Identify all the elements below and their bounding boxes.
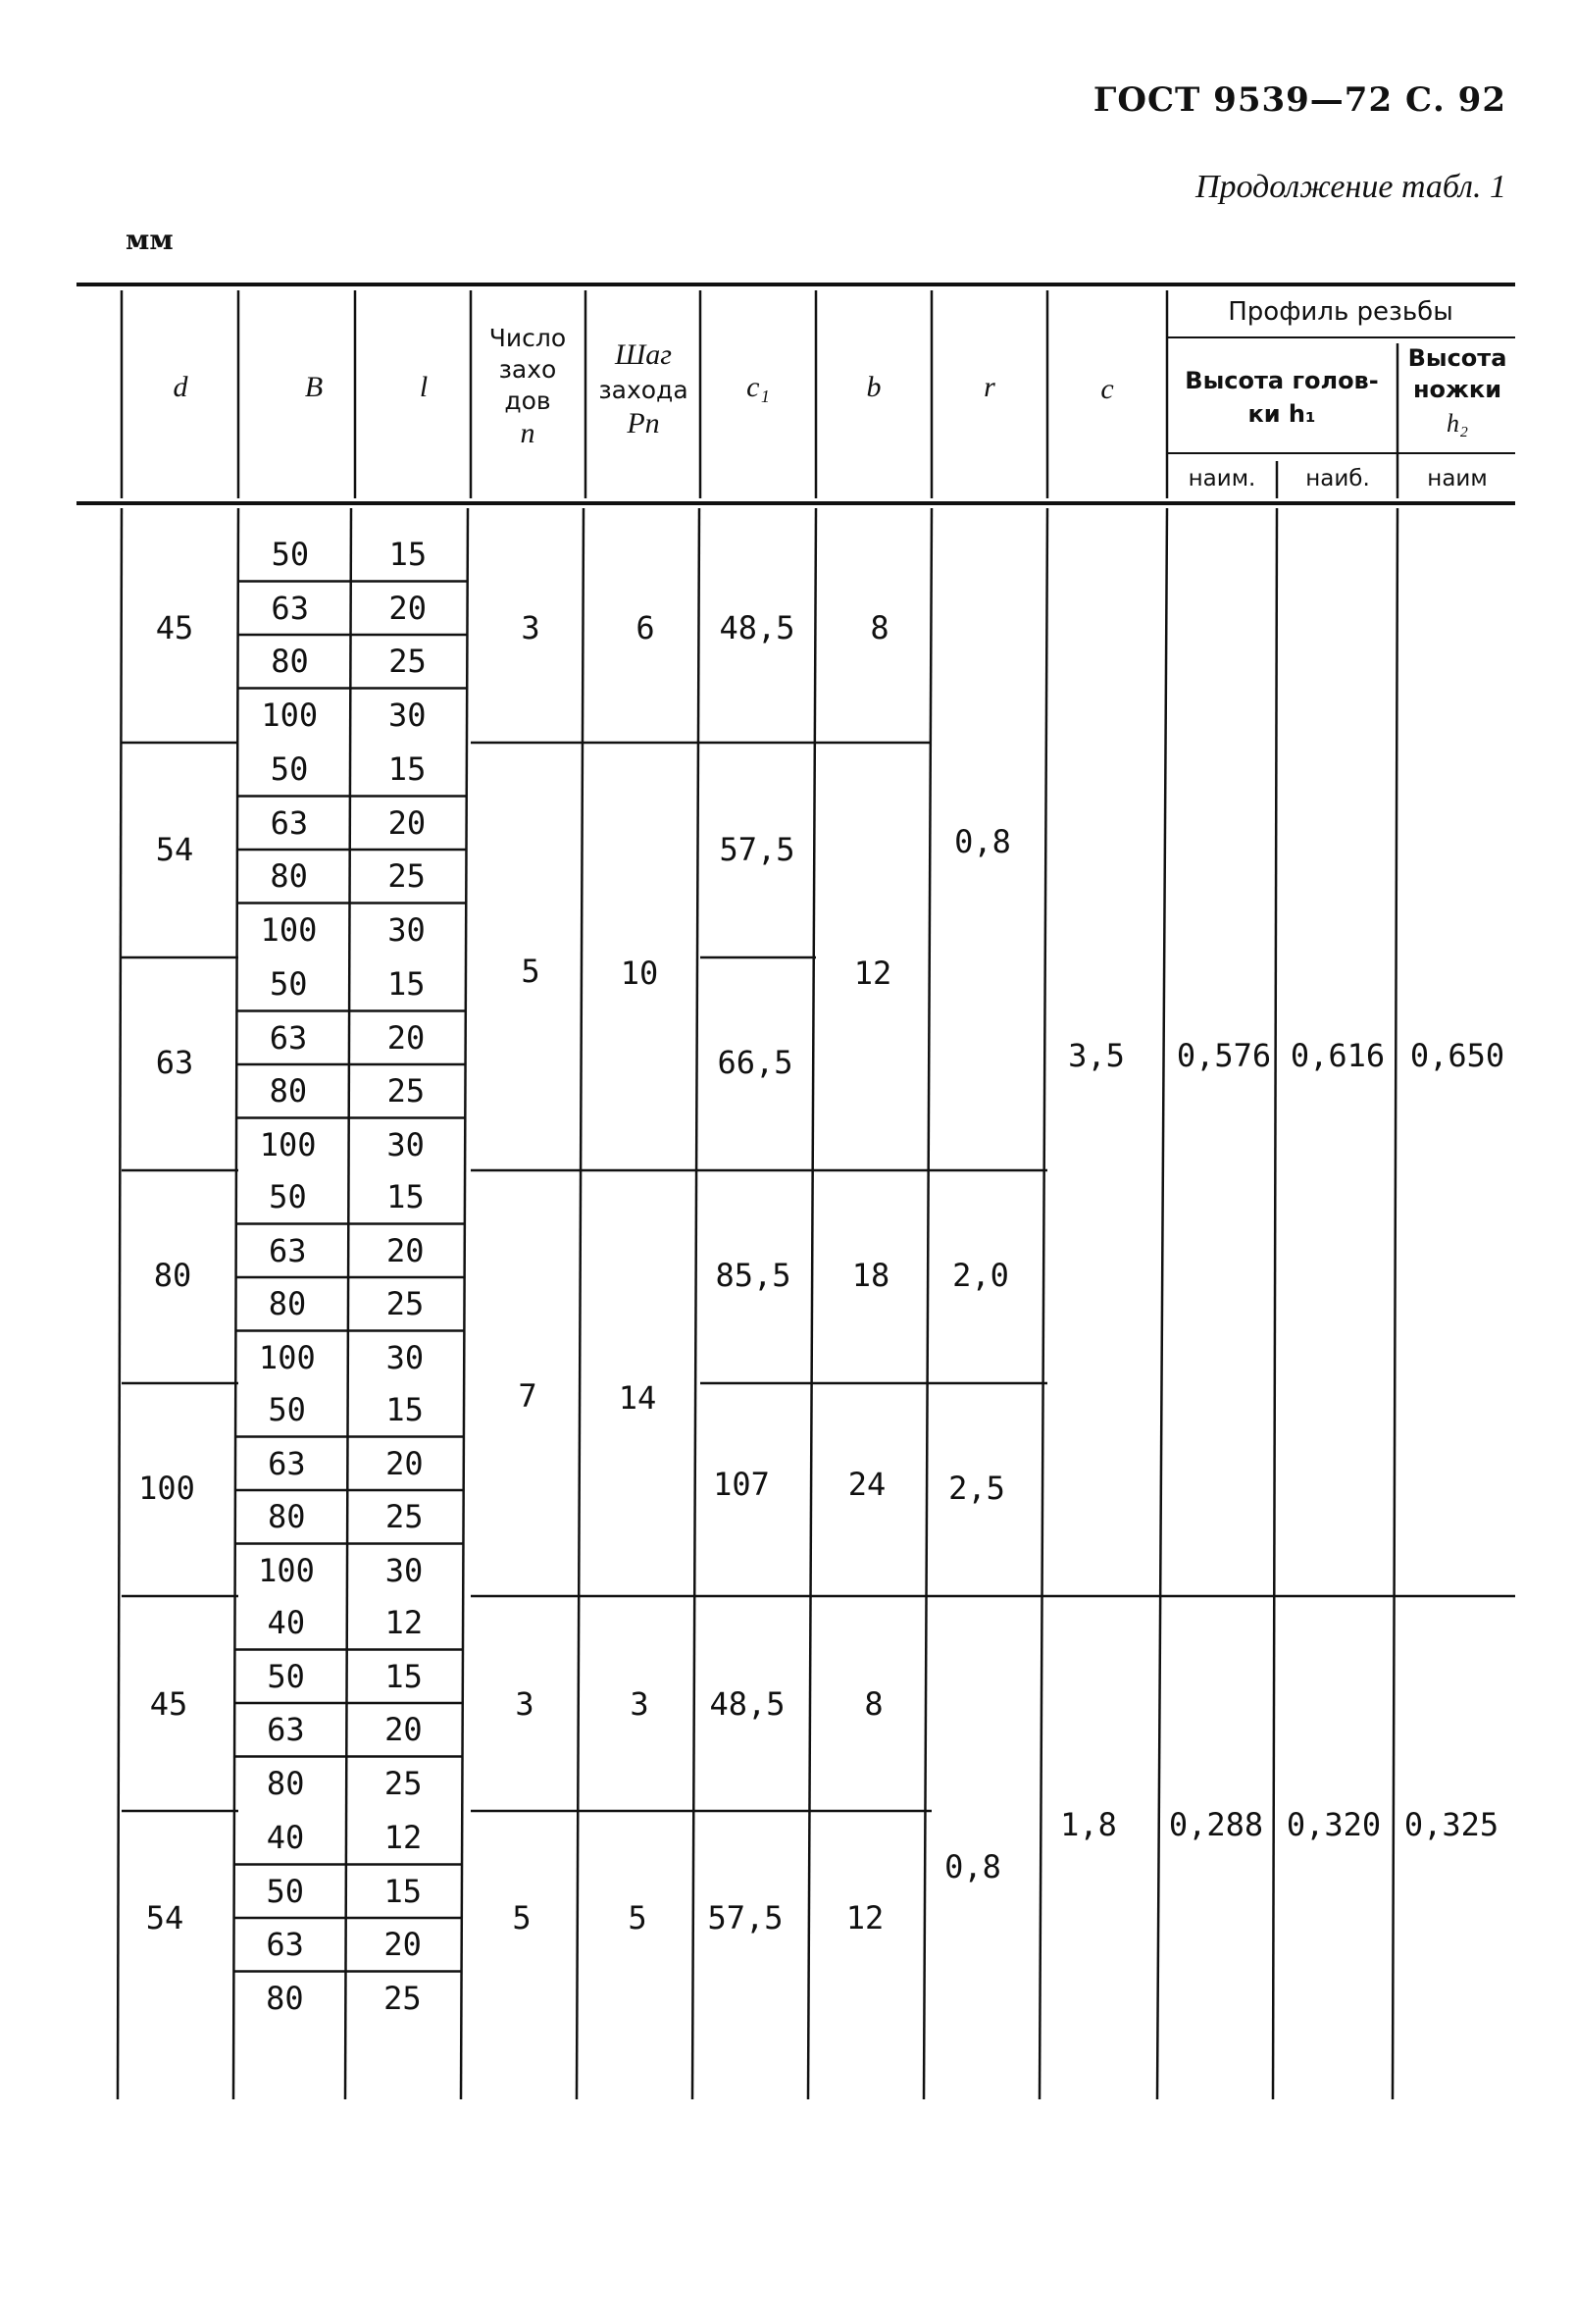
cell-c: 3,5 xyxy=(1068,1037,1125,1074)
vline-2b xyxy=(345,508,351,2099)
cell-b: 12 xyxy=(845,1899,885,1937)
cell-c1: 66,5 xyxy=(717,1044,793,1081)
col-header-n-symbol: n xyxy=(520,417,535,449)
cell-l: 20 xyxy=(387,803,427,842)
vline-4b xyxy=(577,508,584,2099)
cell-B: 80 xyxy=(270,857,308,896)
cell-l: 25 xyxy=(387,857,426,896)
vline-5b xyxy=(692,508,699,2099)
col-header-n-line3: дов xyxy=(504,387,551,415)
vline-11b xyxy=(1393,508,1397,2099)
cell-Pn: 10 xyxy=(620,955,659,992)
vline-1b xyxy=(233,508,238,2099)
cell-B: 63 xyxy=(269,1018,308,1057)
standard-number: ГОСТ 9539—72 С. 92 xyxy=(1092,80,1506,120)
cell-l: 20 xyxy=(385,1231,425,1269)
cell-B: 100 xyxy=(259,1125,317,1163)
cell-n: 3 xyxy=(515,1685,534,1723)
cell-l: 30 xyxy=(388,696,427,734)
col-header-d: d xyxy=(173,371,188,403)
cell-Pn: 5 xyxy=(628,1899,647,1937)
cell-b: 8 xyxy=(870,609,889,646)
cell-B: 80 xyxy=(271,643,309,681)
vline-0b xyxy=(118,508,122,2099)
cell-B: 100 xyxy=(261,696,319,734)
cell-d: 45 xyxy=(155,609,194,646)
cell-l: 25 xyxy=(383,1764,423,1802)
vline-10b xyxy=(1273,508,1277,2099)
col-header-r: r xyxy=(984,371,995,403)
cell-B: 80 xyxy=(267,1498,306,1536)
vline-9b xyxy=(1157,508,1167,2099)
cell-l: 15 xyxy=(384,1657,423,1695)
cell-l: 15 xyxy=(388,536,428,574)
cell-B: 50 xyxy=(271,536,310,574)
vline-6b xyxy=(808,508,816,2099)
cell-l: 25 xyxy=(383,1979,422,2017)
cell-l: 30 xyxy=(384,1551,424,1589)
col-header-b: b xyxy=(866,371,882,403)
cell-l: 25 xyxy=(386,1072,426,1110)
cell-B: 50 xyxy=(269,1178,307,1216)
cell-l: 20 xyxy=(388,589,427,627)
col-header-c1: c₁ xyxy=(746,371,770,403)
cell-n: 3 xyxy=(521,609,540,646)
cell-l: 30 xyxy=(386,1125,425,1163)
cell-B: 50 xyxy=(266,1872,305,1910)
cell-Pn: 3 xyxy=(630,1685,649,1723)
cell-d: 54 xyxy=(145,1899,184,1937)
cell-r: 0,8 xyxy=(954,823,1011,860)
cell-h1-max: 0,320 xyxy=(1286,1806,1382,1843)
cell-B: 80 xyxy=(266,1979,304,2017)
cell-c: 1,8 xyxy=(1060,1806,1117,1843)
cell-l: 30 xyxy=(385,1338,425,1376)
cell-c1: 85,5 xyxy=(715,1257,791,1294)
cell-b: 24 xyxy=(847,1466,887,1503)
cell-n: 5 xyxy=(521,953,540,990)
col-header-h2-symbol: h₂ xyxy=(1446,409,1469,438)
cell-l: 25 xyxy=(388,643,427,681)
col-header-h2-line1: Высота xyxy=(1407,344,1507,372)
vline-3b xyxy=(461,508,468,2099)
cell-B: 40 xyxy=(266,1819,305,1857)
cell-l: 20 xyxy=(384,1711,423,1749)
col-header-Pn-symbol: Pn xyxy=(627,407,660,439)
cell-r: 2,0 xyxy=(952,1257,1009,1294)
cell-h1-max: 0,616 xyxy=(1290,1037,1386,1074)
cell-B: 63 xyxy=(266,1926,304,1964)
table-continuation-caption: Продолжение табл. 1 xyxy=(1194,169,1506,205)
cell-c1: 107 xyxy=(713,1466,770,1503)
cell-B: 63 xyxy=(270,803,309,842)
cell-r: 0,8 xyxy=(944,1848,1001,1885)
col-header-h2-line2: ножки xyxy=(1412,376,1502,403)
col-header-h1-min: наим. xyxy=(1188,466,1256,491)
cell-B: 80 xyxy=(266,1764,305,1802)
cell-B: 63 xyxy=(271,589,309,627)
cell-B: 50 xyxy=(270,750,309,789)
col-header-c: c xyxy=(1100,373,1114,405)
col-header-Pn-line2: захода xyxy=(598,376,688,404)
cell-d: 80 xyxy=(153,1257,192,1294)
cell-Pn: 14 xyxy=(618,1379,657,1417)
cell-l: 15 xyxy=(387,750,427,789)
col-header-Pn-line1: Шаг xyxy=(615,338,672,371)
cell-l: 20 xyxy=(386,1018,426,1057)
cell-l: 12 xyxy=(383,1819,423,1857)
cell-c1: 48,5 xyxy=(709,1685,786,1723)
vline-7b xyxy=(924,508,932,2099)
cell-h1-min: 0,576 xyxy=(1176,1037,1272,1074)
cell-B: 50 xyxy=(268,1391,306,1429)
cell-b: 12 xyxy=(853,955,892,992)
cell-l: 12 xyxy=(384,1604,424,1642)
cell-r: 2,5 xyxy=(948,1470,1005,1507)
cell-l: 25 xyxy=(384,1498,424,1536)
cell-l: 15 xyxy=(386,965,426,1004)
col-header-h1-line1: Высота голов- xyxy=(1185,367,1379,394)
cell-b: 18 xyxy=(851,1257,890,1294)
cell-l: 30 xyxy=(387,910,426,949)
cell-l: 25 xyxy=(385,1285,425,1323)
cell-c1: 57,5 xyxy=(719,831,795,868)
cell-B: 50 xyxy=(267,1657,305,1695)
cell-l: 20 xyxy=(383,1926,422,1964)
cell-B: 40 xyxy=(267,1604,306,1642)
col-header-profile: Профиль резьбы xyxy=(1228,297,1453,327)
cell-d: 63 xyxy=(155,1044,194,1081)
cell-l: 15 xyxy=(385,1391,424,1429)
cell-B: 63 xyxy=(268,1444,306,1482)
cell-B: 80 xyxy=(269,1072,308,1110)
cell-c1: 48,5 xyxy=(719,609,795,646)
cell-B: 63 xyxy=(267,1711,305,1749)
cell-d: 100 xyxy=(138,1470,195,1507)
cell-d: 45 xyxy=(149,1685,188,1723)
cell-n: 7 xyxy=(518,1377,537,1415)
cell-B: 63 xyxy=(268,1231,307,1269)
cell-c1: 57,5 xyxy=(707,1899,784,1937)
col-header-h2-min: наим xyxy=(1427,466,1488,491)
vline-8b xyxy=(1040,508,1047,2099)
col-header-n-line2: захо xyxy=(498,355,557,384)
cell-h2-min: 0,325 xyxy=(1403,1806,1499,1843)
col-header-B: B xyxy=(304,371,324,403)
cell-B: 80 xyxy=(268,1285,307,1323)
cell-h1-min: 0,288 xyxy=(1168,1806,1264,1843)
cell-l: 15 xyxy=(386,1178,425,1216)
cell-B: 100 xyxy=(258,1551,315,1589)
cell-Pn: 6 xyxy=(635,609,655,646)
col-header-h1-line2: ки h₁ xyxy=(1247,400,1316,428)
cell-h2-min: 0,650 xyxy=(1409,1037,1505,1074)
cell-B: 50 xyxy=(269,965,308,1004)
unit-label: мм xyxy=(126,224,174,256)
col-header-n-line1: Число xyxy=(488,324,567,352)
cell-B: 100 xyxy=(260,910,318,949)
col-header-h1-max: наиб. xyxy=(1305,466,1370,491)
cell-n: 5 xyxy=(512,1899,532,1937)
cell-B: 100 xyxy=(258,1338,316,1376)
cell-b: 8 xyxy=(864,1685,884,1723)
cell-l: 15 xyxy=(383,1872,423,1910)
cell-d: 54 xyxy=(155,831,194,868)
cell-l: 20 xyxy=(385,1444,424,1482)
col-header-l: l xyxy=(419,371,429,403)
